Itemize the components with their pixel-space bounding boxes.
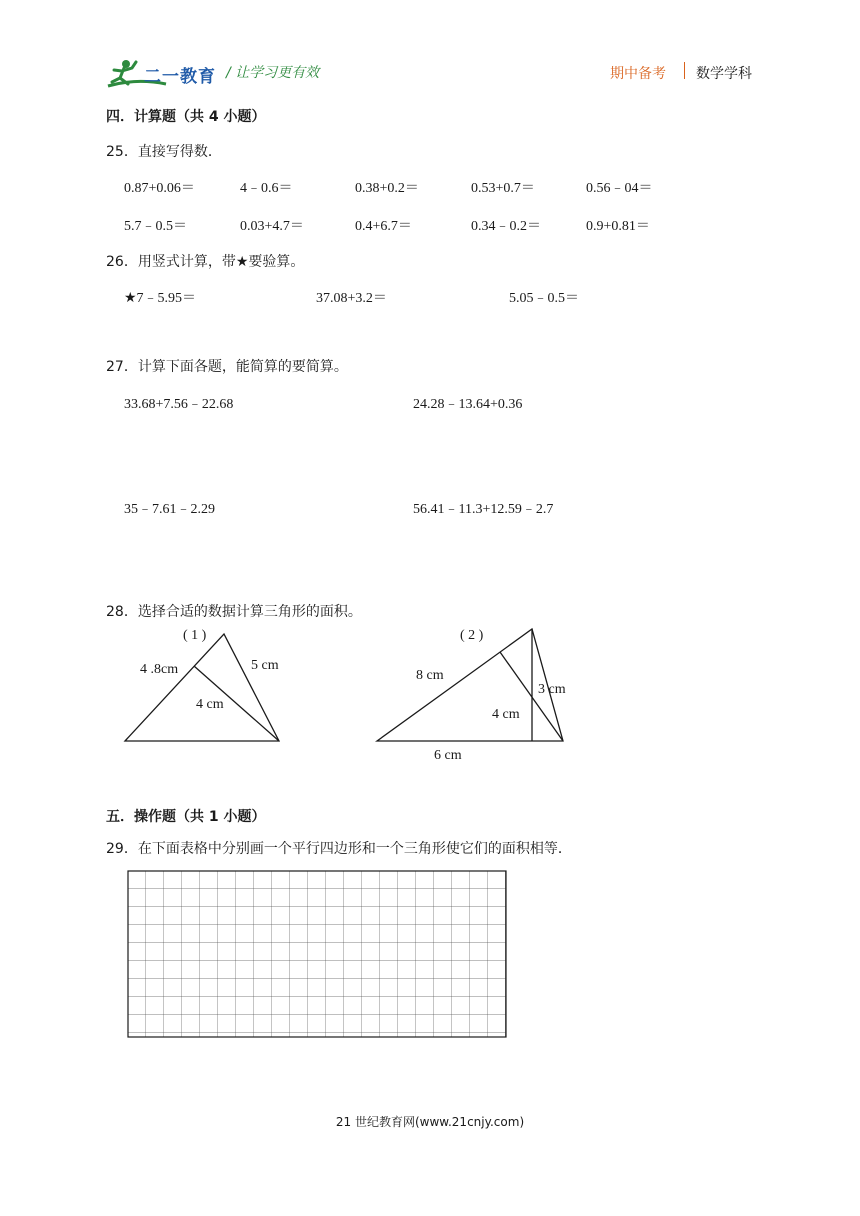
expression: 56.41﹣11.3+12.59﹣2.7 — [413, 502, 554, 517]
question-stem: 26．用竖式计算，带★要验算。 — [106, 254, 305, 270]
page-footer: 21 世纪教育网(www.21cnjy.com) — [335, 1115, 525, 1129]
expression: 24.28﹣13.64+0.36 — [413, 397, 523, 412]
side-label: 4 .8cm — [140, 662, 179, 677]
slogan: / 让学习更有效 — [226, 65, 320, 81]
expression: 35﹣7.61﹣2.29 — [124, 502, 215, 517]
triangle-figure-2 — [377, 629, 563, 741]
triangle-figure-1 — [125, 634, 279, 741]
expression: 0.9+0.81＝ — [586, 219, 650, 234]
expression: 37.08+3.2＝ — [316, 291, 387, 306]
side-label: 5 cm — [251, 658, 279, 673]
question-stem: 27．计算下面各题，能简算的要简算。 — [106, 359, 348, 375]
expression: 0.34﹣0.2＝ — [471, 219, 541, 234]
expression: 33.68+7.56﹣22.68 — [124, 397, 234, 412]
expression: 0.56﹣04＝ — [586, 181, 653, 196]
expression: 0.4+6.7＝ — [355, 219, 412, 234]
brand-name: 二一教育 — [144, 67, 216, 87]
expression: ★7﹣5.95＝ — [124, 291, 197, 306]
side-label: 3 cm — [538, 682, 566, 697]
question-stem: 29．在下面表格中分别画一个平行四边形和一个三角形使它们的面积相等． — [106, 841, 572, 857]
side-label: 8 cm — [416, 668, 444, 683]
height-label: 4 cm — [492, 707, 520, 722]
subject-label: 数学学科 — [696, 66, 752, 82]
expression: 0.53+0.7＝ — [471, 181, 535, 196]
expression: 0.38+0.2＝ — [355, 181, 419, 196]
expression: 0.03+4.7＝ — [240, 219, 304, 234]
section-title: 五．操作题（共 1 小题） — [106, 809, 266, 825]
question-stem: 28．选择合适的数据计算三角形的面积。 — [106, 604, 362, 620]
exam-tag: 期中备考 — [610, 66, 666, 82]
figure-label: ( 2 ) — [460, 628, 484, 643]
section-title: 四．计算题（共 4 小题） — [106, 109, 266, 125]
base-label: 6 cm — [434, 748, 462, 763]
question-stem: 25．直接写得数． — [106, 144, 222, 160]
expression: 5.7﹣0.5＝ — [124, 219, 187, 234]
expression: 4﹣0.6＝ — [240, 181, 293, 196]
figure-label: ( 1 ) — [183, 628, 207, 643]
expression: 0.87+0.06＝ — [124, 181, 195, 196]
expression: 5.05﹣0.5＝ — [509, 291, 579, 306]
drawing-grid[interactable] — [127, 870, 507, 1038]
height-label: 4 cm — [196, 697, 224, 712]
